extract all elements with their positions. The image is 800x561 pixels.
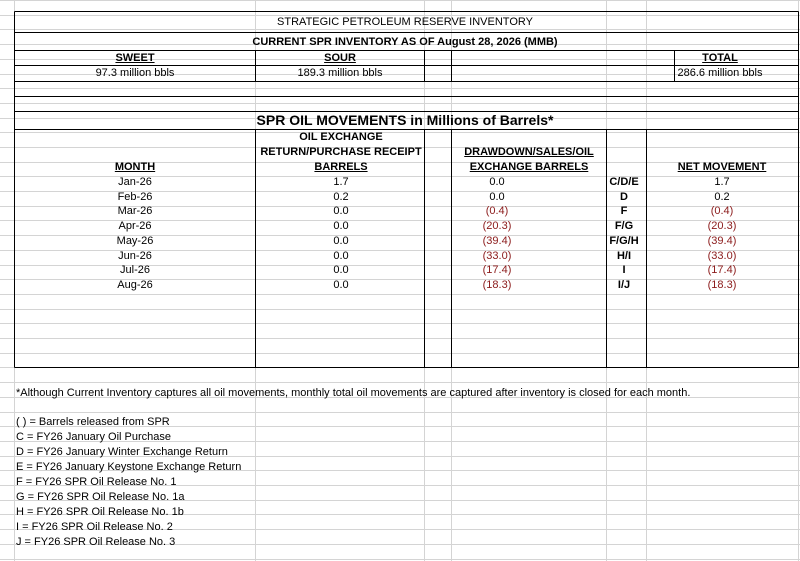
net-cell: (0.4) — [710, 205, 734, 218]
drawdown-cell: (18.3) — [482, 278, 512, 291]
legend-item: F = FY26 SPR Oil Release No. 1 — [16, 476, 177, 488]
receipt-header-line2: RETURN/PURCHASE RECEIPT — [260, 146, 422, 158]
net-cell: (33.0) — [707, 249, 737, 262]
drawdown-cell: (20.3) — [482, 220, 512, 233]
code-cell: F/G — [614, 220, 634, 233]
total-header: TOTAL — [702, 52, 738, 64]
receipt-cell: 0.0 — [333, 234, 349, 247]
code-cell: F/G/H — [609, 234, 639, 247]
code-cell: H/I — [616, 249, 632, 262]
legend-item: E = FY26 January Keystone Exchange Return — [16, 461, 242, 473]
footnote: *Although Current Inventory captures all oil movements, monthly total oil movements are captured after inventory is closed for each month. — [16, 387, 691, 399]
legend-item: G = FY26 SPR Oil Release No. 1a — [16, 491, 185, 503]
month-cell: Mar-26 — [117, 205, 153, 218]
drawdown-header-line2: EXCHANGE BARRELS — [469, 161, 589, 173]
month-header: MONTH — [114, 161, 156, 173]
code-cell: I — [622, 264, 626, 277]
month-cell: Aug-26 — [117, 278, 153, 291]
legend-item: ( ) = Barrels released from SPR — [16, 416, 170, 428]
net-cell: 1.7 — [714, 176, 730, 188]
code-cell: I/J — [617, 278, 631, 291]
total-value: 286.6 million bbls — [677, 67, 763, 79]
drawdown-cell: (0.4) — [485, 205, 509, 218]
code-cell: C/D/E — [609, 176, 639, 188]
movements-title: SPR OIL MOVEMENTS in Millions of Barrels* — [256, 112, 554, 128]
drawdown-cell: (33.0) — [482, 249, 512, 262]
net-cell: (18.3) — [707, 278, 737, 291]
month-cell: May-26 — [116, 234, 154, 247]
month-cell: Jun-26 — [118, 249, 152, 262]
drawdown-header-line1: DRAWDOWN/SALES/OIL — [464, 146, 594, 158]
net-header: NET MOVEMENT — [677, 161, 767, 173]
receipt-cell: 0.0 — [333, 249, 349, 262]
receipt-cell: 1.7 — [333, 176, 349, 188]
drawdown-cell: 0.0 — [489, 176, 505, 188]
code-cell: D — [620, 190, 628, 203]
legend-item: H = FY26 SPR Oil Release No. 1b — [16, 506, 184, 518]
receipt-cell: 0.0 — [333, 278, 349, 291]
net-cell: 0.2 — [714, 190, 730, 203]
receipt-cell: 0.0 — [333, 205, 349, 218]
drawdown-cell: (39.4) — [482, 234, 512, 247]
code-cell: F — [620, 205, 628, 218]
legend-item: C = FY26 January Oil Purchase — [16, 431, 171, 443]
sour-header: SOUR — [324, 52, 356, 64]
month-cell: Jan-26 — [118, 176, 152, 188]
month-cell: Jul-26 — [120, 264, 150, 277]
sweet-header: SWEET — [115, 52, 155, 64]
report-subtitle: CURRENT SPR INVENTORY AS OF August 28, 2026 (MMB) — [252, 36, 558, 48]
drawdown-cell: (17.4) — [482, 264, 512, 277]
legend-item: J = FY26 SPR Oil Release No. 3 — [16, 536, 176, 548]
net-cell: (17.4) — [707, 264, 737, 277]
receipt-cell: 0.0 — [333, 264, 349, 277]
drawdown-cell: 0.0 — [489, 190, 505, 203]
receipt-cell: 0.0 — [333, 220, 349, 233]
receipt-header-line1: OIL EXCHANGE — [299, 131, 383, 143]
month-cell: Apr-26 — [118, 220, 152, 233]
net-cell: (20.3) — [707, 220, 737, 233]
sweet-value: 97.3 million bbls — [95, 67, 175, 79]
legend-item: D = FY26 January Winter Exchange Return — [16, 446, 228, 458]
net-cell: (39.4) — [707, 234, 737, 247]
receipt-cell: 0.2 — [333, 190, 349, 203]
legend-item: I = FY26 SPR Oil Release No. 2 — [16, 521, 173, 533]
month-cell: Feb-26 — [117, 190, 153, 203]
report-title: STRATEGIC PETROLEUM RESERVE INVENTORY — [277, 16, 533, 28]
receipt-header-line3: BARRELS — [314, 161, 368, 173]
sour-value: 189.3 million bbls — [297, 67, 383, 79]
